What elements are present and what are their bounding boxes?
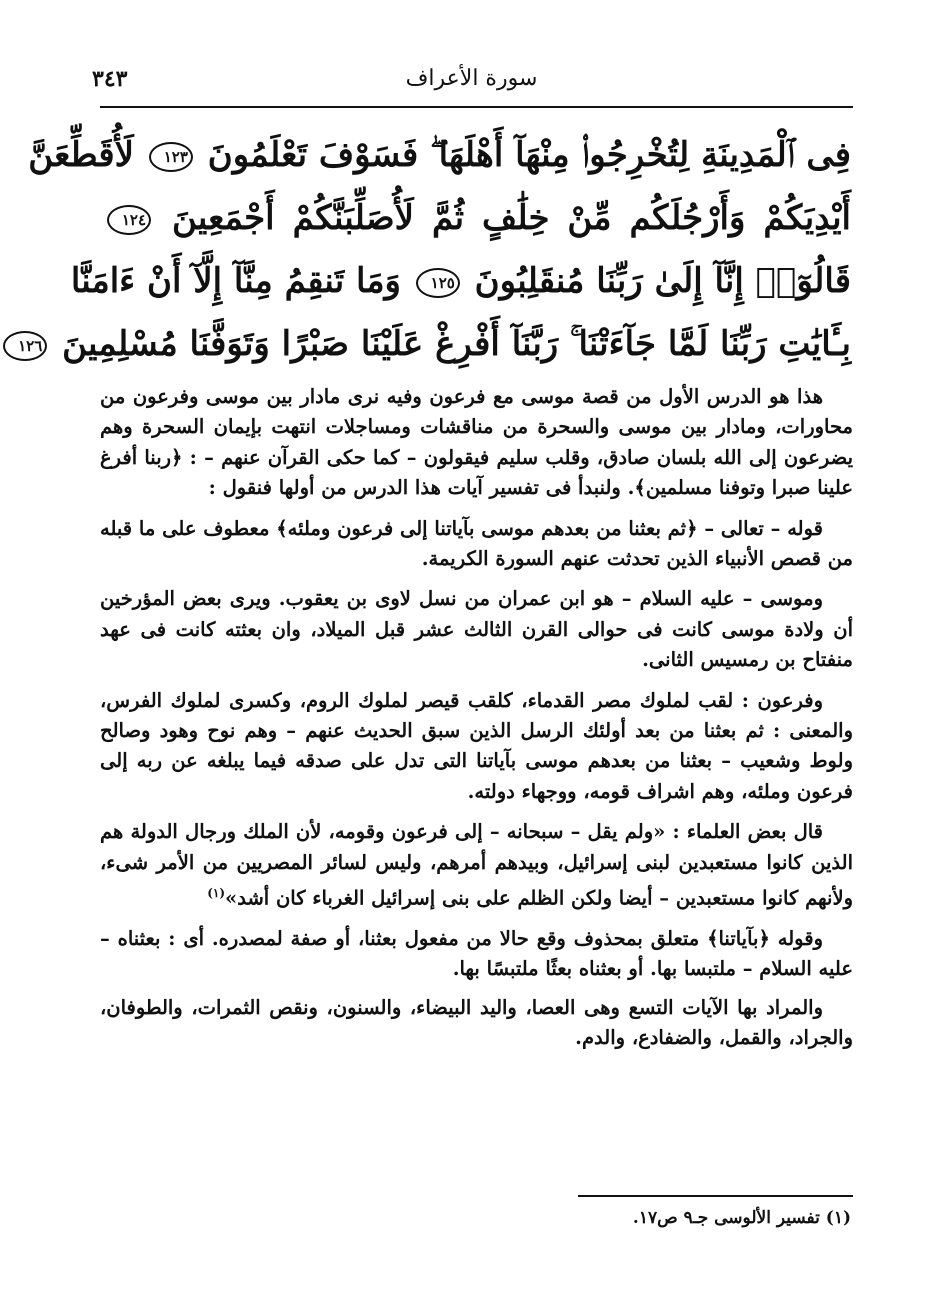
verse-text: بِـَٔايَٰتِ رَبِّنَا لَمَّا جَآءَتْنَا ۚ رَبَّنَآ أَفْرِغْ عَلَيْنَا صَبْرًا وَتَوَفَّنَا مُسْلِمِينَ xyxy=(62,324,851,364)
paragraph-with-signs: وقوله ﴿بآياتنا﴾ متعلق بمحذوف وقع حالا من مفعول بعثنا، أو صفة لمصدره. أى : بعثناه – عليه السلام – ملتبسا بها. أو بعثناه بعثًا ملتبسًا بها. xyxy=(100,927,853,981)
verse-text: وَمَا تَنقِمُ مِنَّآ إِلَّآ أَنْ ءَامَنَّا xyxy=(70,261,401,301)
verse-line-1 xyxy=(28,124,851,187)
quote-text: قال بعض العلماء : «ولم يقل – سبحانه – إلى فرعون وقومه، لأن الملك ورجال الدولة هم الذين كانوا مستعبدين لبنى إسرائيل، وبيدهم أمرهم، وليس لسائر المصريين من الأمر شىء، ولأنهم كانوا مستعبدين – أيضا ولكن الظلم على بنى إسرائيل الغرباء كان أشد» xyxy=(100,820,853,910)
verse-line-2 xyxy=(104,187,851,250)
page-header xyxy=(92,62,851,98)
verse-text: قَالُوٓا۟ إِنَّآ إِلَىٰ رَبِّنَا مُنقَلِبُونَ xyxy=(474,261,851,301)
paragraph-scholars-quote xyxy=(100,817,853,914)
paragraph-pharaoh: وفرعون : لقب لملوك مصر القدماء، كلقب قيصر لملوك الروم، وكسرى لملوك الفرس، والمعنى : ثم بعثنا من بعد أولئك الرسل الذين سبق الحديث عنهم – وهم نوح وهود وصالح ولوط وشعيب – بعثنا من بعدهم موسى بآياتنا التى تدل على صدقه فيما يبلغه عن ربه إلى فرعون وملئه، وهم اشراف قومه، ووجهاء دولته. xyxy=(100,688,853,803)
ayah-number-124: ١٢٤ xyxy=(107,205,151,235)
paragraph-moses: وموسى – عليه السلام – هو ابن عمران من نسل لاوى بن يعقوب. ويرى بعض المؤرخين أن ولادة موسى كانت فى حوالى القرن الثالث عشر قبل الميلاد، وان بعثته كانت فى عهد منفتاح بن رمسيس الثانى. xyxy=(100,587,853,672)
quran-verses-block xyxy=(18,124,851,376)
surah-title: سورة الأعراف xyxy=(405,66,538,91)
ayah-number-126: ١٢٦ xyxy=(3,331,47,361)
ayah-number-125: ١٢٥ xyxy=(416,268,460,298)
paragraph-nine-signs: والمراد بها الآيات التسع وهى العصا، واليد البيضاء، والسنون، ونقص الثمرات، والطوفان، والجراد، والقمل، والضفادع، والدم. xyxy=(100,995,853,1050)
verse-text: لَأُقَطِّعَنَّ xyxy=(28,135,135,175)
footnote-divider xyxy=(578,1195,853,1197)
verse-line-4 xyxy=(18,313,851,376)
paragraph-intro: هذا هو الدرس الأول من قصة موسى مع فرعون وفيه نرى مادار بين موسى وفرعون من محاورات، ومادار بين موسى والسحرة من مناقشات ومساجلات انتهت بإيمان السحرة وهم يضرعون إلى الله بلسان صادق، وقلب سليم فيقولون – كما حكى القرآن عنهم – : ﴿ربنا أفرغ علينا صبرا وتوفنا مسلمين﴾. ولنبدأ فى تفسير آيات هذا الدرس من أولها فنقول : xyxy=(100,385,853,500)
ayah-number-123: ١٢٣ xyxy=(149,142,193,172)
verse-text: فِى ٱلْمَدِينَةِ لِتُخْرِجُوا۟ مِنْهَآ أَهْلَهَا ۖ فَسَوْفَ تَعْلَمُونَ xyxy=(207,135,851,175)
verse-line-3 xyxy=(70,250,851,313)
header-divider xyxy=(100,106,853,108)
page-number: ٣٤٣ xyxy=(92,66,128,92)
paragraph-verse-explanation: قوله – تعالى – ﴿ثم بعثنا من بعدهم موسى بآياتنا إلى فرعون وملئه﴾ معطوف على ما قبله من قصص الأنبياء الذين تحدثت عنهم السورة الكريمة. xyxy=(100,516,853,571)
verse-text: أَيْدِيَكُمْ وَأَرْجُلَكُم مِّنْ خِلَٰفٍ ثُمَّ لَأُصَلِّبَنَّكُمْ أَجْمَعِينَ xyxy=(171,198,851,238)
footnote-marker: (١) xyxy=(207,886,226,901)
footnote: (١) تفسير الألوسى جـ٩ ص١٧. xyxy=(632,1208,851,1228)
commentary-text xyxy=(100,382,853,1062)
